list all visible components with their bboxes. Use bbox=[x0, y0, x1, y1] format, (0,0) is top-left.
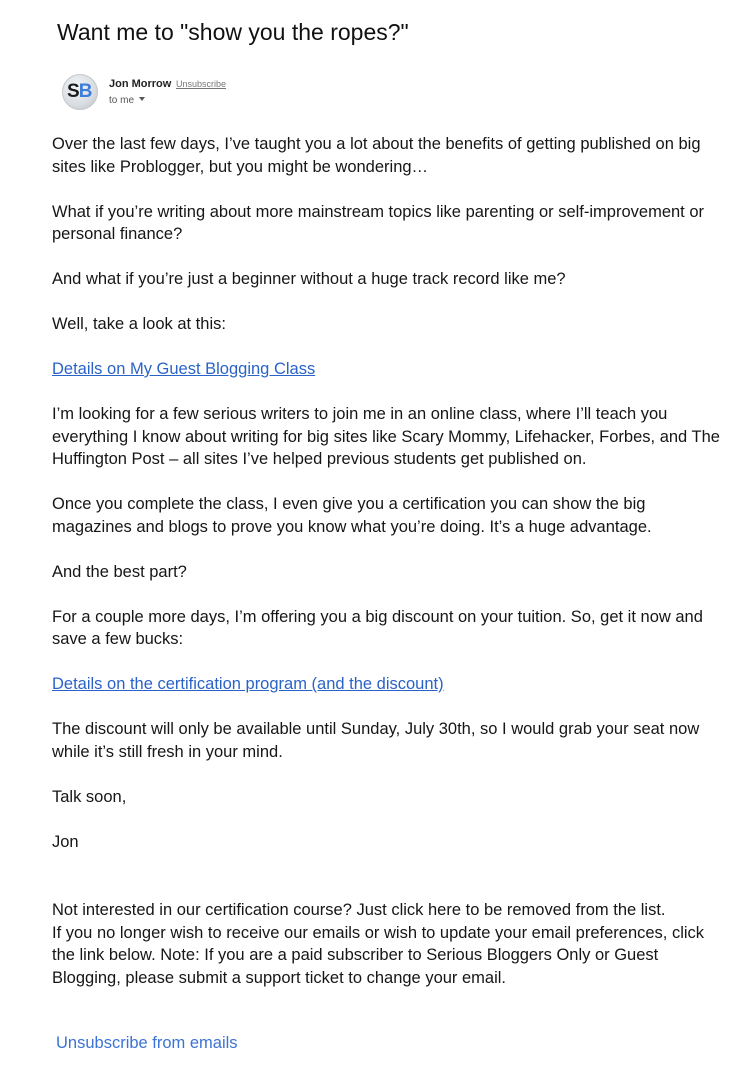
unsubscribe-link-header[interactable]: Unsubscribe bbox=[176, 79, 227, 89]
caret-down-icon[interactable] bbox=[139, 97, 145, 101]
body-paragraph-9: The discount will only be available until Sunday, July 30th, so I would grab your seat now while it’s still fresh in your mind. bbox=[52, 720, 700, 761]
recipient-details[interactable] bbox=[109, 94, 145, 107]
email-body bbox=[52, 133, 722, 853]
avatar-logo bbox=[67, 81, 91, 103]
certification-program-link[interactable]: Details on the certification program (and the discount) bbox=[52, 675, 444, 693]
body-paragraph-2: What if you’re writing about more mainstream topics like parenting or self-improvement or personal finance? bbox=[52, 202, 705, 243]
footer-line-2: If you no longer wish to receive our emails or wish to update your email preferences, click the link below. Note: If you are a paid subscriber to Serious Bloggers Only or Guest Blogging, please submit a support ticket to change your email. bbox=[52, 923, 705, 987]
recipient-label: to me bbox=[109, 95, 135, 106]
body-paragraph-4: Well, take a look at this: bbox=[52, 315, 226, 333]
sender-name[interactable]: Jon Morrow bbox=[109, 78, 172, 90]
email-footer bbox=[52, 899, 722, 989]
sign-off: Talk soon, bbox=[52, 787, 127, 806]
sender-header bbox=[62, 74, 462, 114]
avatar[interactable] bbox=[62, 74, 98, 110]
avatar-letter-b: B bbox=[78, 81, 92, 102]
footer-line-1: Not interested in our certification course? Just click here to be removed from the list. bbox=[52, 901, 666, 919]
body-link-paragraph-2 bbox=[52, 673, 722, 696]
body-paragraph-5: I’m looking for a few serious writers to join me in an online class, where I’ll teach you everything I know about writing for big sites like Scary Mommy, Lifehacker, Forbes, and The Huffington Post – all sites I’ve helped previous students get published on. bbox=[52, 405, 720, 468]
body-paragraph-3: And what if you’re just a beginner without a huge track record like me? bbox=[52, 270, 566, 288]
signature: Jon bbox=[52, 832, 79, 851]
body-paragraph-7: And the best part? bbox=[52, 562, 187, 581]
email-subject: Want me to "show you the ropes?" bbox=[57, 19, 409, 45]
guest-blogging-class-link[interactable]: Details on My Guest Blogging Class bbox=[52, 360, 316, 378]
unsubscribe-from-emails-link[interactable]: Unsubscribe from emails bbox=[56, 1034, 238, 1052]
body-paragraph-1: Over the last few days, I’ve taught you a lot about the benefits of getting published on big sites like Problogger, but you might be wondering… bbox=[52, 135, 701, 176]
body-link-paragraph-1 bbox=[52, 358, 722, 381]
body-paragraph-8: For a couple more days, I’m offering you a big discount on your tuition. So, get it now and save a few bucks: bbox=[52, 607, 703, 648]
avatar-letter-s: S bbox=[67, 81, 79, 102]
body-paragraph-6: Once you complete the class, I even give you a certification you can show the big magazines and blogs to prove you know what you’re doing. It’s a huge advantage. bbox=[52, 495, 652, 536]
